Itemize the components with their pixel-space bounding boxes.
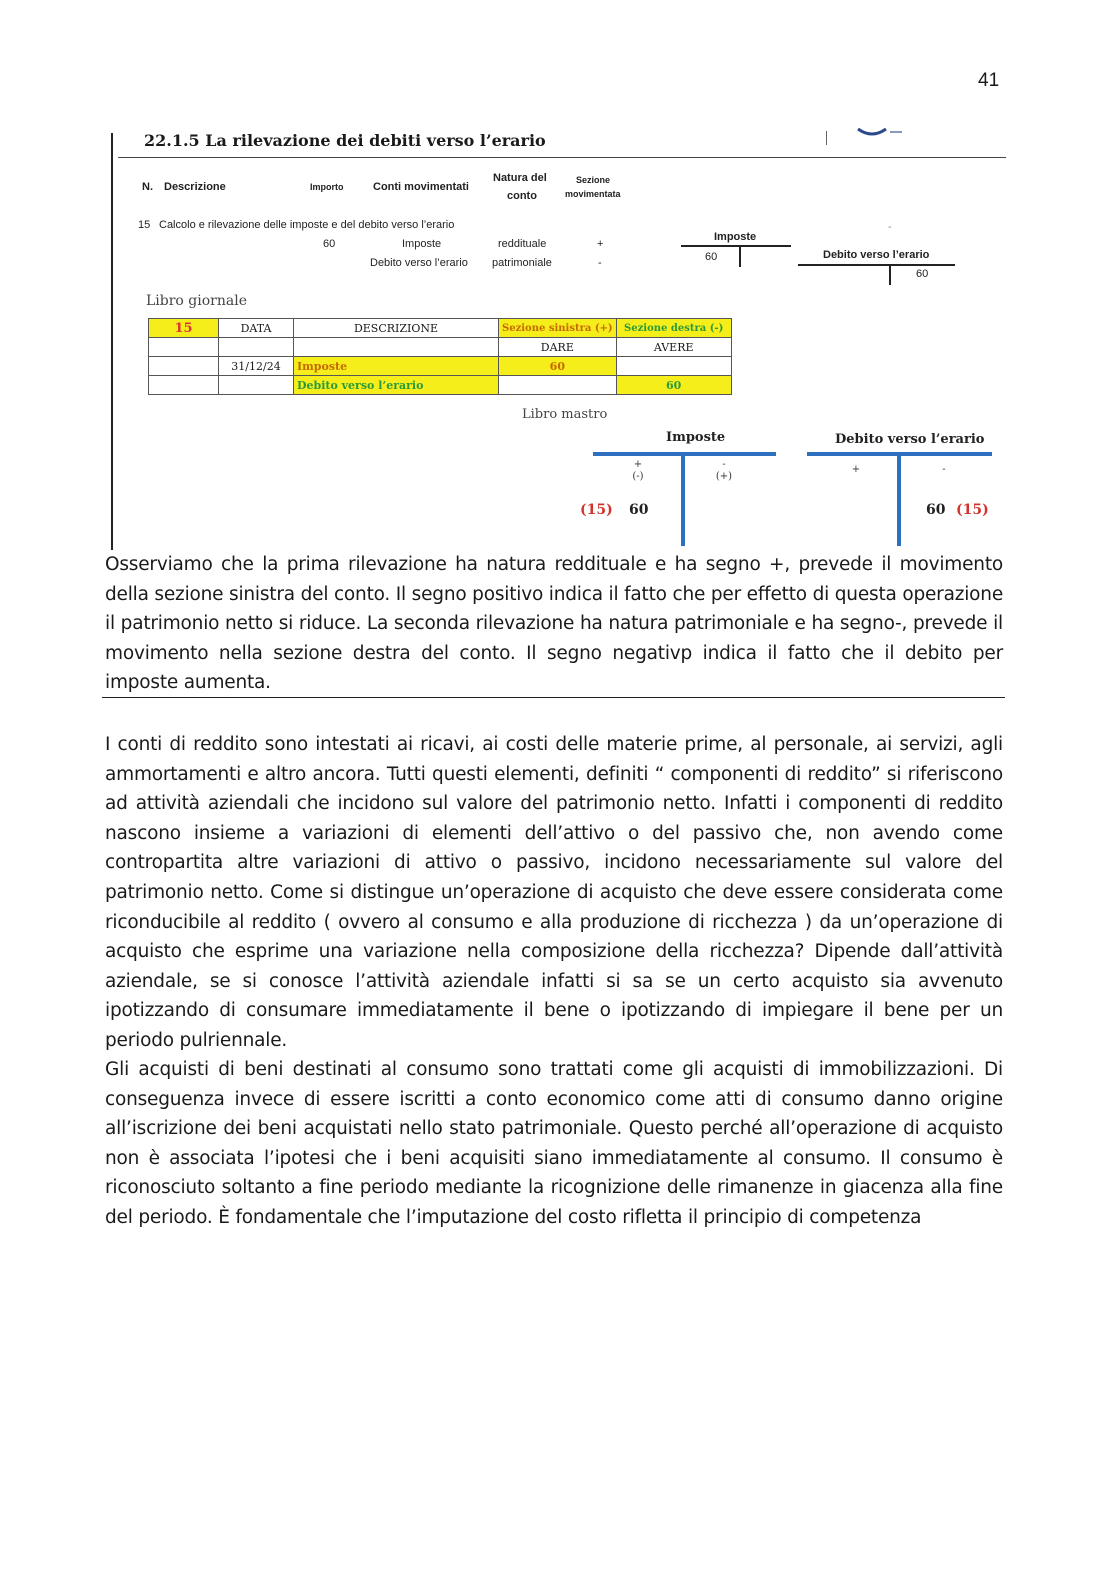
page-number: 41 — [978, 70, 1000, 91]
journal-dare: DARE — [499, 338, 617, 357]
journal-entry-row — [149, 357, 732, 376]
operation-natura-2: patrimoniale — [492, 257, 552, 269]
journal-table — [148, 318, 732, 395]
header-descrizione: Descrizione — [164, 181, 226, 193]
paragraph-2: I conti di reddito sono intestati ai ricavi, ai costi delle materie prime, al personale, ai servizi, agli ammortamenti e altro ancora. Tutti questi elementi, definiti “ componenti di reddito” si riferiscono ad attività aziendali che incidono sul valore del patrimonio netto. Infatti i componenti di reddito nascono insieme a variazioni di elementi dell’attivo o del passivo che, non avendo come contropartita altre variazioni di attivo o passivo, incidono necessariamente sul valore del patrimonio netto. Come si distingue un’operazione di acquisto che deve essere considerata come riconducibile al reddito ( ovvero al consumo e alla produzione di ricchezza ) da un’operazione di acquisto che esprime una variazione nella composizione della ricchezza? Dipende dall’attività aziendale, se si conosce l’attività aziendale infatti si sa se un certo acquisto sia avvenuto ipotizzando di consumare immediatamente il bene o ipotizzando di impiegare il bene per un periodo pulriennale. — [105, 734, 1003, 1051]
t-debito-ref: (15) — [956, 502, 989, 518]
operation-amount: 60 — [323, 238, 336, 250]
header-sezione-2: movimentata — [565, 189, 621, 199]
journal-col-destra: Sezione destra (-) — [616, 319, 731, 338]
operation-conto-2: Debito verso l’erario — [370, 257, 468, 269]
t-imposte-amount: 60 — [629, 502, 649, 518]
journal-entry-dare — [499, 376, 617, 395]
journal-subheader-row — [149, 338, 732, 357]
journal-entry-dare: 60 — [499, 357, 617, 376]
figure-title-rule — [118, 157, 1006, 158]
journal-entry-avere: 60 — [616, 376, 731, 395]
figure-title: 22.1.5 La rilevazione dei debiti verso l’erario — [144, 131, 546, 150]
logo-icon — [856, 125, 902, 141]
figure-header-tick — [826, 131, 827, 145]
paragraph-3: Gli acquisti di beni destinati al consumo sono trattati come gli acquisti di immobilizzazioni. Di conseguenza invece di essere iscritti a conto economico come atti di consumo danno origine all’iscrizione dei beni acquistati nello stato patrimoniale. Questo perché all’operazione di acquisto non è associata l’ipotesi che i beni acquisiti siano immediatamente al consumo. Il consumo è riconosciuto soltanto a fine periodo mediante la ricognizione delle rimanenze in giacenza alla fine del periodo. È fondamentale che l’imputazione del costo rifletta il principio di competenza — [105, 1059, 1003, 1228]
journal-col-descrizione: DESCRIZIONE — [294, 319, 499, 338]
journal-entry-row — [149, 376, 732, 395]
t-imposte-left-sign-top: + — [633, 459, 643, 470]
journal-col-data: DATA — [219, 319, 294, 338]
paragraph-1: Osserviamo che la prima rilevazione ha natura reddituale e ha segno +, prevede il movimento della sezione sinistra del conto. Il segno positivo indica il fatto che per effetto di questa operazione il patrimonio netto si riduce. La seconda rilevazione ha natura patrimoniale e ha segno-, prevede il movimento nella sezione destra del conto. Il segno negativp indica il fatto che il debito per imposte aumenta. — [105, 554, 1003, 694]
operation-sezione-2: - — [598, 257, 602, 269]
header-natura-1: Natura del — [493, 172, 547, 184]
header-n: N. — [142, 181, 153, 193]
mini-t-debito-stem — [889, 266, 891, 285]
header-importo: Importo — [310, 182, 344, 192]
t-imposte-title: Imposte — [666, 430, 726, 445]
t-debito-left-sign: + — [851, 464, 861, 475]
t-debito-amount: 60 — [926, 502, 946, 518]
figure-left-rule — [111, 133, 113, 550]
operation-number: 15 — [138, 219, 151, 231]
operation-natura-1: reddituale — [498, 238, 547, 250]
mini-t-imposte-value: 60 — [705, 251, 718, 263]
mini-t-imposte-stem — [739, 247, 741, 267]
section-divider — [102, 697, 1005, 698]
journal-header-row — [149, 319, 732, 338]
operation-description: Calcolo e rilevazione delle imposte e del debito verso l’erario — [159, 219, 455, 231]
t-imposte-left-sign-bottom: (-) — [632, 471, 644, 482]
mini-t-imposte-bar — [681, 245, 791, 247]
journal-entry-date — [219, 376, 294, 395]
journal-entry-account: Imposte — [294, 357, 499, 376]
mini-t-imposte-title: Imposte — [714, 231, 757, 243]
header-conti: Conti movimentati — [373, 181, 469, 193]
t-imposte-right-sign-top: - — [722, 459, 726, 470]
journal-avere: AVERE — [616, 338, 731, 357]
t-debito-right-sign: - — [942, 464, 946, 475]
journal-entry-account: Debito verso l’erario — [294, 376, 499, 395]
mini-t-debito-bar — [798, 264, 955, 266]
t-imposte-ref: (15) — [580, 502, 613, 518]
libro-giornale-label: Libro giornale — [146, 293, 247, 309]
mini-t-dash: - — [888, 221, 892, 233]
libro-mastro-label: Libro mastro — [522, 407, 608, 422]
operation-conto-1: Imposte — [402, 238, 442, 250]
t-imposte-stem — [681, 454, 685, 546]
header-natura-2: conto — [507, 190, 537, 202]
t-debito-stem — [897, 454, 901, 546]
journal-col-sinistra: Sezione sinistra (+) — [499, 319, 617, 338]
operation-sezione-1: + — [597, 238, 604, 250]
t-debito-title: Debito verso l’erario — [835, 432, 985, 447]
t-imposte-right-sign-bottom: (+) — [715, 471, 733, 482]
journal-number: 15 — [149, 319, 219, 338]
mini-t-debito-value: 60 — [916, 268, 929, 280]
mini-t-debito-title: Debito verso l’erario — [823, 249, 930, 261]
accounting-figure — [108, 125, 1008, 555]
journal-entry-date: 31/12/24 — [219, 357, 294, 376]
journal-entry-avere — [616, 357, 731, 376]
header-sezione-1: Sezione — [576, 175, 611, 185]
